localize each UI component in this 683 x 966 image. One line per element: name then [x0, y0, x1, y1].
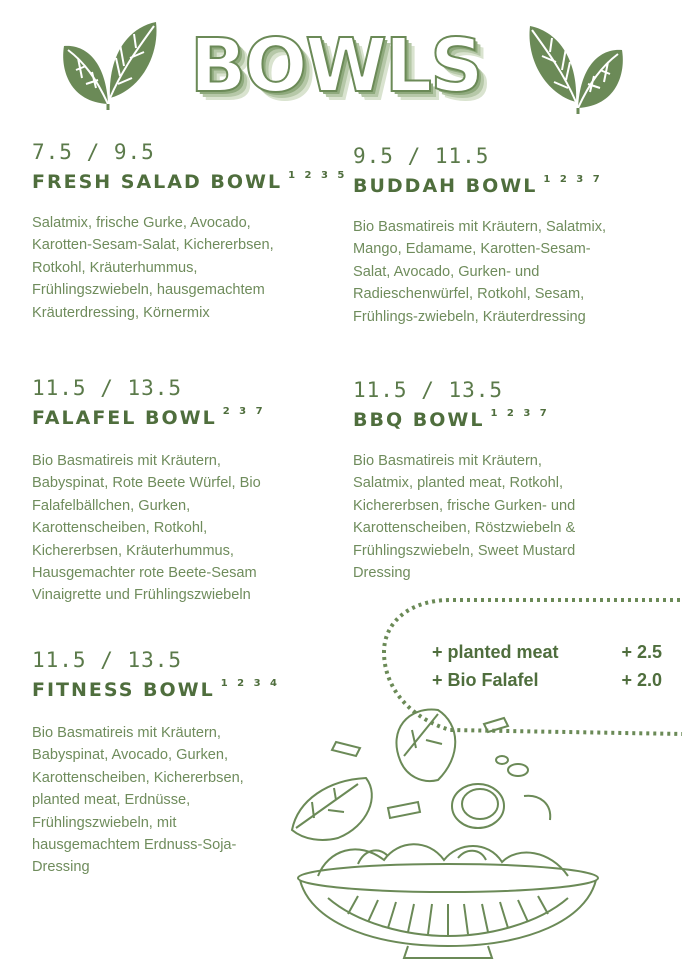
allergens: 1 2 3 4 [220, 678, 280, 689]
bowl-title: FITNESS BOWL [32, 679, 215, 701]
extra-item [432, 642, 662, 668]
extra-label: + Bio Falafel [432, 670, 539, 690]
name-fitness [32, 678, 280, 701]
extra-label: + planted meat [432, 642, 559, 662]
leaf-icon [524, 22, 630, 114]
allergens: 1 2 3 5 [288, 170, 348, 181]
price-fitness: 11.5 / 13.5 [32, 648, 183, 672]
extra-price: + 2.5 [621, 642, 662, 662]
desc-fitness: Bio Basmatireis mit Kräutern, Babyspinat, Avocado, Gurken, Karottenscheiben, Kichererbsen, planted meat, Erdnüsse, Frühlingszwiebeln, mit hausgemachtem Erdnuss-Soja- Dressing [32, 725, 244, 876]
name-falafel [32, 406, 266, 429]
name-buddah [353, 174, 603, 197]
allergens: 2 3 7 [222, 406, 266, 417]
allergens: 1 2 3 7 [490, 408, 550, 419]
bowl-title: FALAFEL BOWL [32, 407, 217, 429]
extra-price: + 2.0 [621, 670, 662, 690]
price-fresh-salad: 7.5 / 9.5 [32, 140, 155, 164]
page-title: BOWLS [190, 23, 482, 109]
bowl-title: BBQ BOWL [353, 409, 485, 431]
extras-box [432, 642, 662, 698]
name-fresh-salad [32, 170, 347, 193]
bowl-title: FRESH SALAD BOWL [32, 171, 283, 193]
price-falafel: 11.5 / 13.5 [32, 376, 183, 400]
desc-fresh-salad: Salatmix, frische Gurke, Avocado, Karotten-Sesam-Salat, Kichererbsen, Rotkohl, Kräuterhummus, Frühlingszwiebeln, hausgemachtem Kräuterdressing, Körnermix [32, 215, 274, 321]
leaf-icon [56, 18, 162, 110]
price-buddah: 9.5 / 11.5 [353, 144, 490, 168]
salad-bowl-icon [288, 700, 600, 962]
allergens: 1 2 3 7 [543, 174, 603, 185]
desc-bbq: Bio Basmatireis mit Kräutern, Salatmix, planted meat, Rotkohl, Kichererbsen, frische Gurken- und Karottenscheiben, Röstzwiebeln & Frühlingszwiebeln, Sweet Mustard Dressing [353, 453, 576, 582]
name-bbq [353, 408, 550, 431]
price-bbq: 11.5 / 13.5 [353, 378, 504, 402]
bowl-title: BUDDAH BOWL [353, 175, 538, 197]
extra-item [432, 670, 662, 696]
desc-buddah: Bio Basmatireis mit Kräutern, Salatmix, Mango, Edamame, Karotten-Sesam- Salat, Avocado, Gurken- und Radieschenwürfel, Rotkohl, Sesam, Frühlings-zwiebeln, Kräuterdressing [353, 219, 607, 325]
desc-falafel: Bio Basmatireis mit Kräutern, Babyspinat, Rote Beete Würfel, Bio Falafelbällchen, Gurken, Karottenscheiben, Rotkohl, Kichererbsen, Kräuterhummus, Hausgemachter rote Beete-Sesam Vinaigrette und Frühlingszwiebeln [32, 453, 261, 604]
